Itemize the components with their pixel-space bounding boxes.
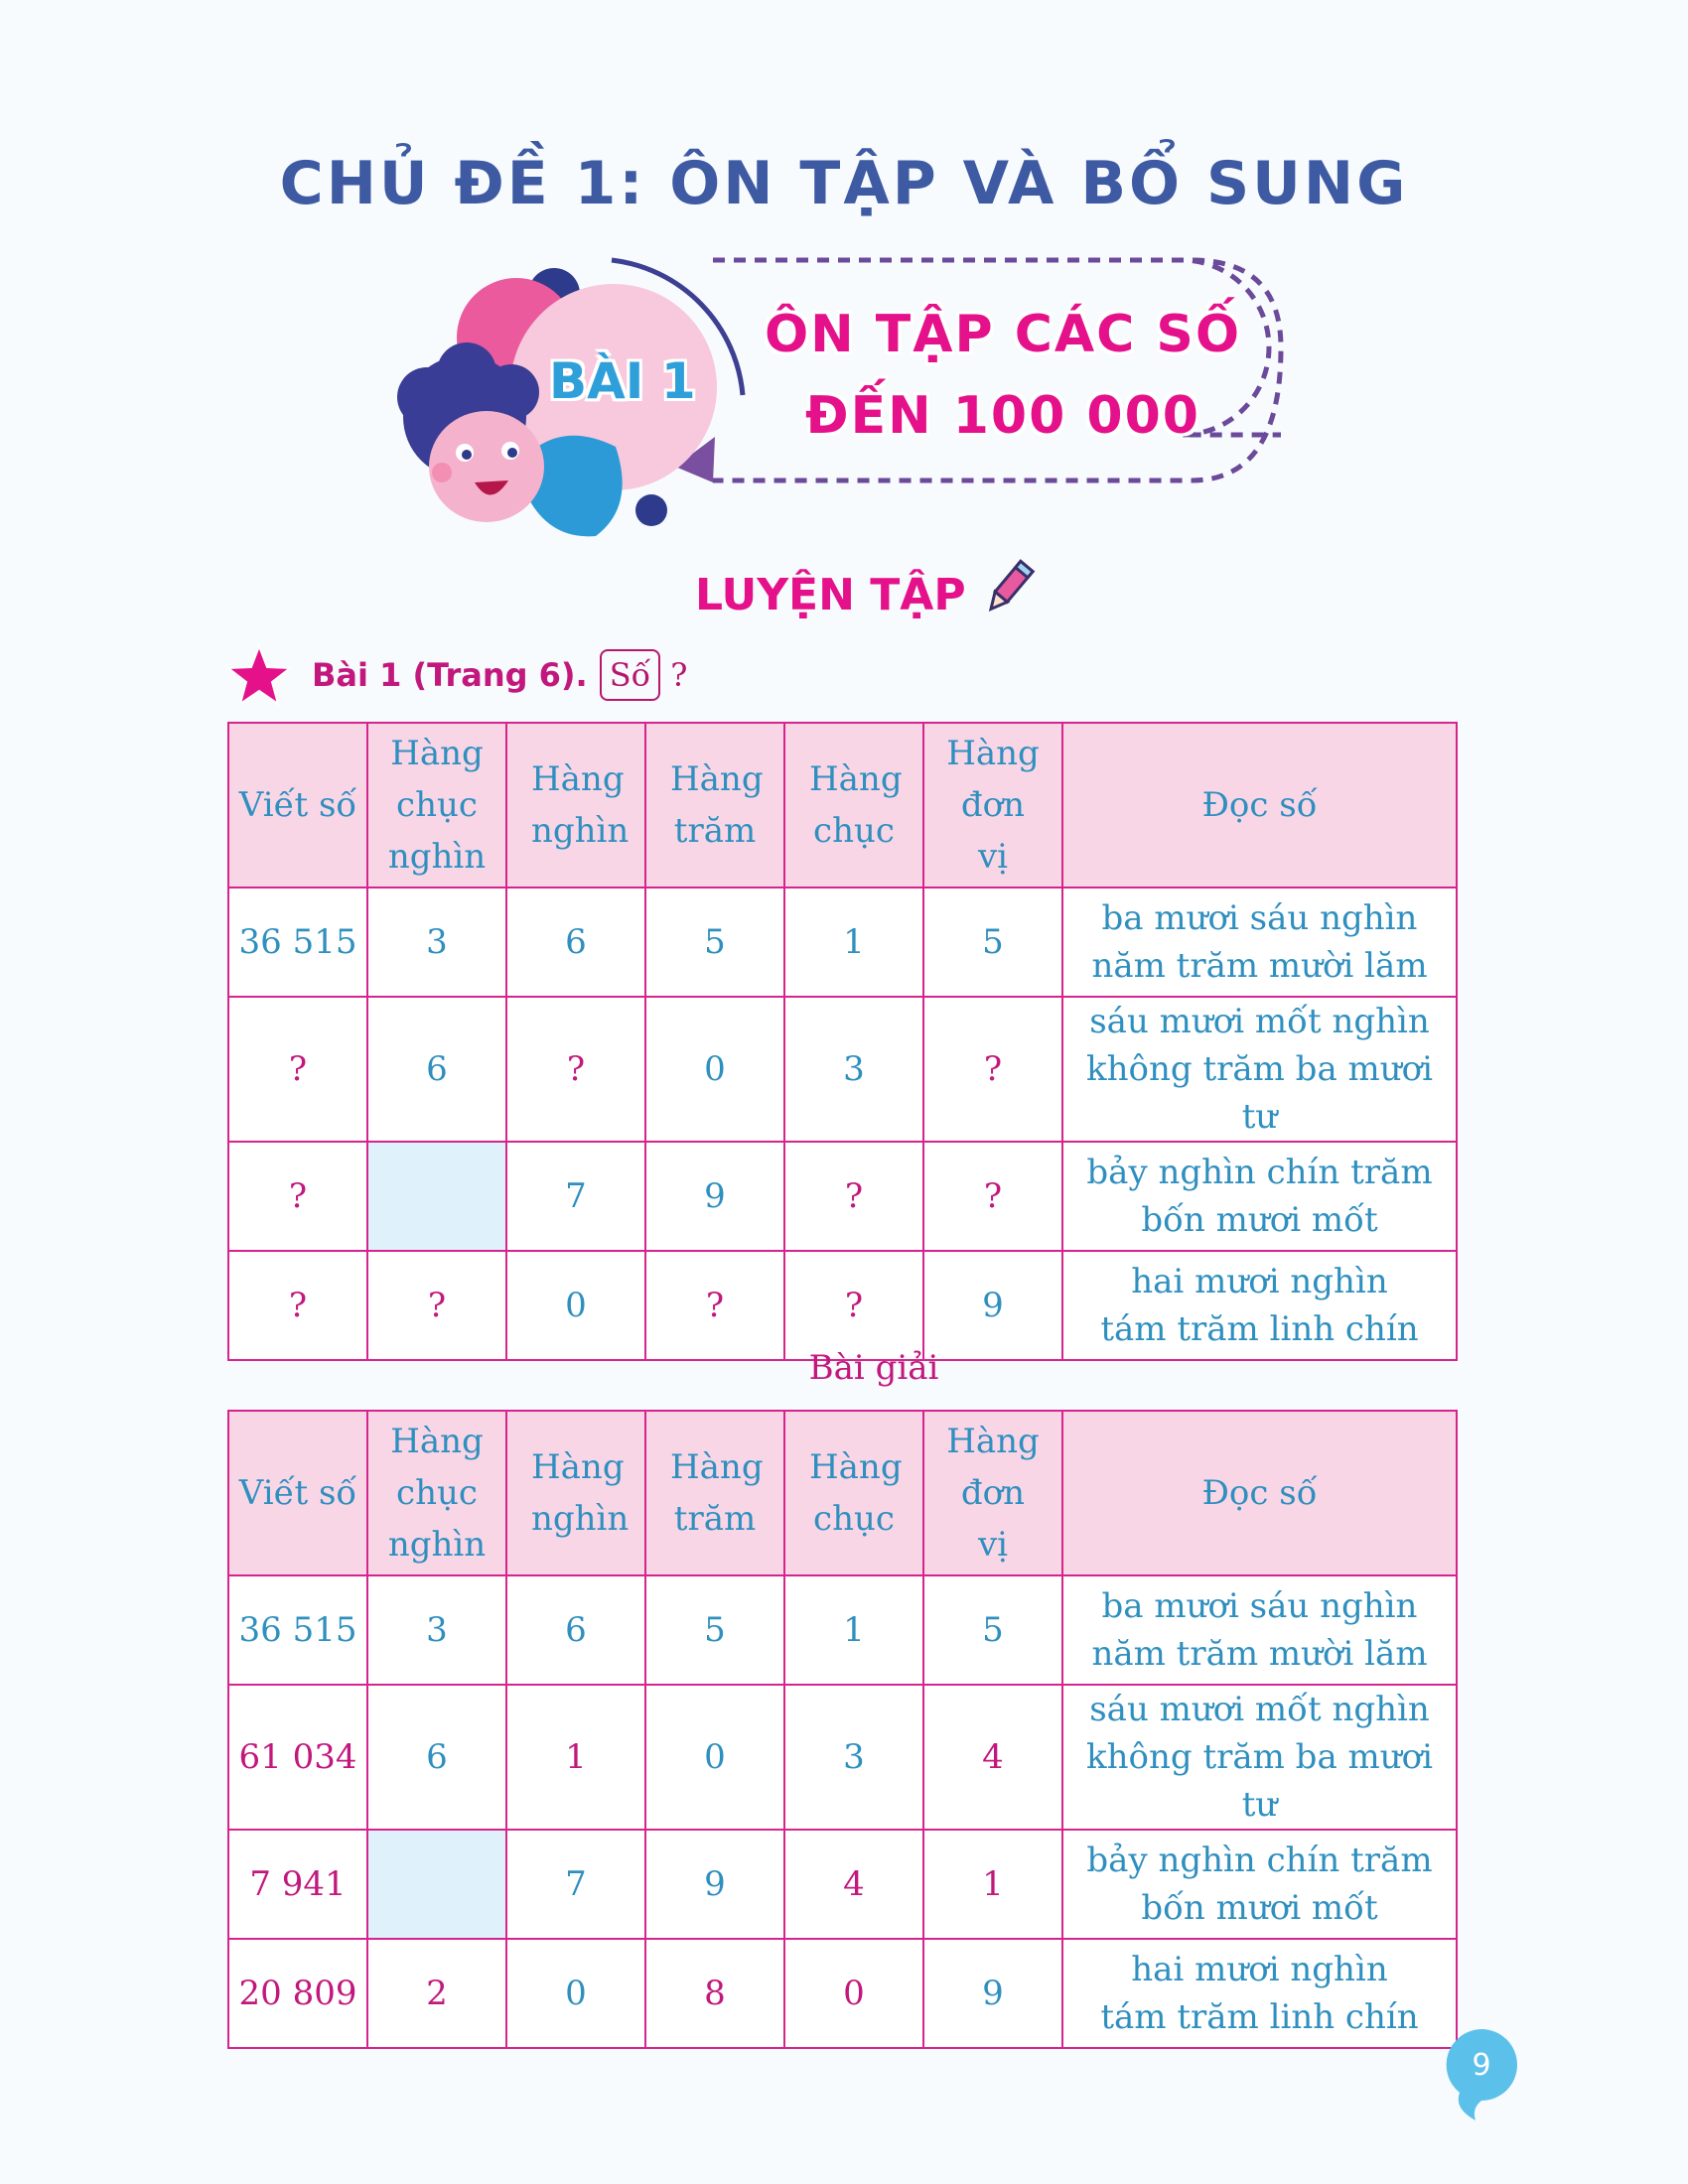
column-header: Viết số xyxy=(228,723,367,887)
answer-cell: 4 xyxy=(923,1685,1062,1830)
answer-cell: 0 xyxy=(784,1939,923,2048)
table-row xyxy=(228,1830,1457,1939)
reading-cell xyxy=(1062,1685,1457,1830)
page-number: 9 xyxy=(1472,2048,1491,2083)
star-icon xyxy=(226,644,292,706)
answer-input-cell[interactable]: ? xyxy=(506,997,645,1142)
reading-cell xyxy=(1062,997,1457,1142)
answer-input-cell[interactable]: ? xyxy=(228,1251,367,1360)
table-header-row xyxy=(228,723,1457,887)
table-row xyxy=(228,1575,1457,1685)
table-cell: 0 xyxy=(645,1685,784,1830)
boxed-word: Số xyxy=(600,649,661,701)
table-cell: 6 xyxy=(367,1685,506,1830)
reading-line: năm trăm mười lăm xyxy=(1091,946,1428,986)
column-header: Viết số xyxy=(228,1411,367,1575)
solution-label: Bài giải xyxy=(808,1348,939,1388)
table-row xyxy=(228,887,1457,997)
pencil-icon xyxy=(981,558,1037,617)
table-cell: 7 xyxy=(506,1830,645,1939)
answer-cell: 4 xyxy=(784,1830,923,1939)
table-row xyxy=(228,1251,1457,1360)
answer-input-cell[interactable]: ? xyxy=(228,997,367,1142)
answer-input-cell[interactable]: ? xyxy=(228,1142,367,1251)
reading-line: bốn mươi mốt xyxy=(1141,1200,1378,1240)
answer-cell: 61 034 xyxy=(228,1685,367,1830)
reading-cell xyxy=(1062,1142,1457,1251)
exercise-title: Bài 1 (Trang 6). xyxy=(312,656,588,694)
lesson-title xyxy=(735,294,1271,457)
lesson-title-line2: ĐẾN 100 000 xyxy=(805,386,1200,446)
reading-line: bảy nghìn chín trăm xyxy=(1086,1841,1433,1880)
problem-table xyxy=(227,722,1458,1361)
table-cell: 9 xyxy=(645,1830,784,1939)
table-cell: 9 xyxy=(923,1939,1062,2048)
answer-input-cell[interactable]: ? xyxy=(784,1251,923,1360)
answer-cell: 7 941 xyxy=(228,1830,367,1939)
lesson-label: BÀI 1 xyxy=(549,352,696,410)
exercise-line xyxy=(226,645,687,705)
reading-line: sáu mươi mốt nghìn xyxy=(1089,1002,1430,1041)
column-header: Hàng chục xyxy=(784,1411,923,1575)
table-cell: 3 xyxy=(784,1685,923,1830)
solution-table xyxy=(227,1410,1458,2049)
reading-line: năm trăm mười lăm xyxy=(1091,1634,1428,1674)
reading-line: hai mươi nghìn xyxy=(1131,1262,1388,1301)
table-cell: 5 xyxy=(645,1575,784,1685)
column-header: Hàng chục nghìn xyxy=(367,1411,506,1575)
table-row xyxy=(228,997,1457,1142)
column-header: Hàng đơn vị xyxy=(923,1411,1062,1575)
column-header: Hàng trăm xyxy=(645,1411,784,1575)
table-cell: 6 xyxy=(367,997,506,1142)
table-cell: 36 515 xyxy=(228,1575,367,1685)
table-cell: 7 xyxy=(506,1142,645,1251)
reading-cell xyxy=(1062,1939,1457,2048)
reading-cell xyxy=(1062,887,1457,997)
answer-input-cell[interactable]: ? xyxy=(645,1251,784,1360)
reading-cell xyxy=(1062,1830,1457,1939)
reading-line: bốn mươi mốt xyxy=(1141,1888,1378,1928)
column-header: Hàng chục nghìn xyxy=(367,723,506,887)
table-row xyxy=(228,1142,1457,1251)
answer-cell: 1 xyxy=(923,1830,1062,1939)
column-header: Hàng đơn vị xyxy=(923,723,1062,887)
table-cell: 36 515 xyxy=(228,887,367,997)
answer-cell: 8 xyxy=(645,1939,784,2048)
table-cell: 0 xyxy=(506,1251,645,1360)
reading-line: bảy nghìn chín trăm xyxy=(1086,1153,1433,1192)
table-cell: 3 xyxy=(367,1575,506,1685)
table-cell: 6 xyxy=(506,1575,645,1685)
table-cell: 6 xyxy=(506,887,645,997)
answer-input-cell[interactable]: ? xyxy=(923,997,1062,1142)
question-mark: ? xyxy=(670,656,688,694)
table-cell: 5 xyxy=(923,1575,1062,1685)
section-title-text: LUYỆN TẬP xyxy=(695,570,966,620)
answer-cell: 2 xyxy=(367,1939,506,2048)
navy-dot-bottom xyxy=(635,494,667,526)
column-header: Hàng trăm xyxy=(645,723,784,887)
table-cell: 0 xyxy=(506,1939,645,2048)
table-cell: 3 xyxy=(367,887,506,997)
reading-line: sáu mươi mốt nghìn xyxy=(1089,1690,1430,1729)
answer-input-cell[interactable]: ? xyxy=(367,1251,506,1360)
reading-cell xyxy=(1062,1575,1457,1685)
answer-cell: 1 xyxy=(506,1685,645,1830)
table-cell: 3 xyxy=(784,997,923,1142)
reading-cell xyxy=(1062,1251,1457,1360)
reading-line: tám trăm linh chín xyxy=(1100,1997,1419,2037)
reading-line: không trăm ba mươi tư xyxy=(1086,1737,1433,1825)
table-header-row xyxy=(228,1411,1457,1575)
column-header: Hàng nghìn xyxy=(506,723,645,887)
reading-line: tám trăm linh chín xyxy=(1100,1309,1419,1349)
answer-input-cell[interactable]: ? xyxy=(923,1142,1062,1251)
reading-line: ba mươi sáu nghìn xyxy=(1101,1586,1418,1626)
table-cell: 5 xyxy=(923,887,1062,997)
chapter-title: CHỦ ĐỀ 1: ÔN TẬP VÀ BỔ SUNG xyxy=(279,149,1409,218)
reading-line: hai mươi nghìn xyxy=(1131,1950,1388,1989)
table-cell: 1 xyxy=(784,887,923,997)
table-row xyxy=(228,1685,1457,1830)
answer-input-cell[interactable]: ? xyxy=(784,1142,923,1251)
column-header: Hàng nghìn xyxy=(506,1411,645,1575)
table-cell: 0 xyxy=(645,997,784,1142)
table-cell: 5 xyxy=(645,887,784,997)
blank-cell xyxy=(367,1830,506,1939)
column-header: Hàng chục xyxy=(784,723,923,887)
lesson-title-line1: ÔN TẬP CÁC SỐ xyxy=(764,305,1242,364)
table-cell: 9 xyxy=(923,1251,1062,1360)
table-cell: 9 xyxy=(645,1142,784,1251)
blank-cell xyxy=(367,1142,506,1251)
column-header: Đọc số xyxy=(1062,723,1457,887)
reading-line: ba mươi sáu nghìn xyxy=(1101,898,1418,938)
reading-line: không trăm ba mươi tư xyxy=(1086,1049,1433,1137)
lesson-banner xyxy=(0,0,1688,556)
table-cell: 1 xyxy=(784,1575,923,1685)
answer-cell: 20 809 xyxy=(228,1939,367,2048)
column-header: Đọc số xyxy=(1062,1411,1457,1575)
section-title xyxy=(695,558,1037,620)
table-row xyxy=(228,1939,1457,2048)
